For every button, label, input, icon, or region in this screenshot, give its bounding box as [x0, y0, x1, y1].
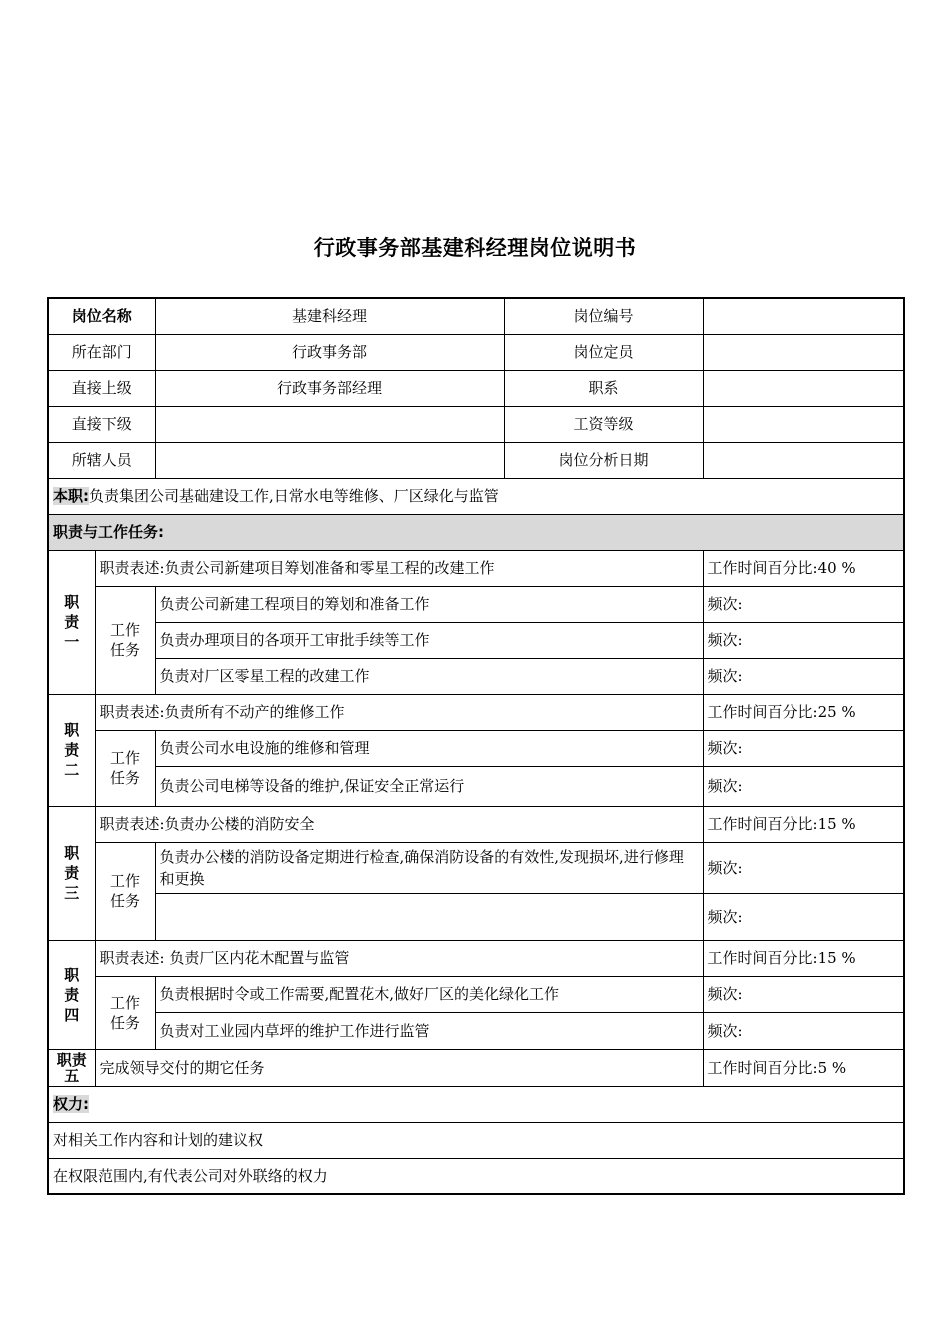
authority-header: 权力:	[53, 1095, 89, 1113]
duty-1-percent: 工作时间百分比:40 %	[703, 550, 904, 586]
label-position-code: 岗位编号	[504, 298, 703, 334]
duty-2-statement-row	[48, 694, 904, 730]
value-department: 行政事务部	[155, 334, 504, 370]
duty-2-task-1-row	[48, 730, 904, 766]
label-department: 所在部门	[48, 334, 155, 370]
value-subordinate	[155, 406, 504, 442]
duty-4-task-2-freq: 频次:	[703, 1012, 904, 1049]
duty-2-label: 职 责 二	[48, 694, 95, 806]
duty-1-task-3-row	[48, 658, 904, 694]
duty-5-row	[48, 1049, 904, 1086]
value-staff	[155, 442, 504, 478]
duty-4-task-label: 工作 任务	[95, 976, 155, 1049]
duty-4-task-1-row	[48, 976, 904, 1012]
authority-header-row	[48, 1086, 904, 1122]
duty-1-task-2-row	[48, 622, 904, 658]
authority-item-2-row	[48, 1158, 904, 1194]
value-job-family	[703, 370, 904, 406]
duty-3-task-1-row	[48, 842, 904, 893]
duty-1-task-label: 工作 任务	[95, 586, 155, 694]
duty-3-task-2	[155, 893, 703, 940]
duty-3-percent: 工作时间百分比:15 %	[703, 806, 904, 842]
duty-4-task-2-row	[48, 1012, 904, 1049]
label-analysis-date: 岗位分析日期	[504, 442, 703, 478]
authority-item-2: 在权限范围内,有代表公司对外联络的权力	[48, 1158, 904, 1194]
value-position-code	[703, 298, 904, 334]
value-salary-grade	[703, 406, 904, 442]
duty-5-percent: 工作时间百分比:5 %	[703, 1049, 904, 1086]
duty-4-percent: 工作时间百分比:15 %	[703, 940, 904, 976]
duty-2-task-2-freq: 频次:	[703, 766, 904, 806]
authority-item-1: 对相关工作内容和计划的建议权	[48, 1122, 904, 1158]
label-job-family: 职系	[504, 370, 703, 406]
duty-1-task-3-freq: 频次:	[703, 658, 904, 694]
duty-2-task-label: 工作 任务	[95, 730, 155, 806]
label-salary-grade: 工资等级	[504, 406, 703, 442]
duty-1-task-2: 负责办理项目的各项开工审批手续等工作	[155, 622, 703, 658]
duty-1-statement-row	[48, 550, 904, 586]
label-headcount: 岗位定员	[504, 334, 703, 370]
label-staff: 所辖人员	[48, 442, 155, 478]
duty-4-label: 职 责 四	[48, 940, 95, 1049]
duty-4-statement-row	[48, 940, 904, 976]
info-row-subordinate	[48, 406, 904, 442]
duties-header-row	[48, 514, 904, 550]
info-row-superior	[48, 370, 904, 406]
duty-4-task-1-freq: 频次:	[703, 976, 904, 1012]
duty-5-statement: 完成领导交付的期它任务	[95, 1049, 703, 1086]
duty-1-task-1-row	[48, 586, 904, 622]
duty-3-task-2-row	[48, 893, 904, 940]
duty-3-task-1: 负责办公楼的消防设备定期进行检查,确保消防设备的有效性,发现损坏,进行修理和更换	[155, 842, 703, 893]
job-description-table	[47, 297, 905, 1195]
duty-1-statement: 职责表述:负责公司新建项目筹划准备和零星工程的改建工作	[95, 550, 703, 586]
page-title: 行政事务部基建科经理岗位说明书	[313, 236, 637, 260]
duty-1-task-2-freq: 频次:	[703, 622, 904, 658]
info-row-name	[48, 298, 904, 334]
duty-4-task-1: 负责根据时令或工作需要,配置花木,做好厂区的美化绿化工作	[155, 976, 703, 1012]
duty-1-task-3: 负责对厂区零星工程的改建工作	[155, 658, 703, 694]
duty-3-task-2-freq: 频次:	[703, 893, 904, 940]
duty-3-task-1-freq: 频次:	[703, 842, 904, 893]
main-duty-label: 本职:	[53, 487, 89, 505]
label-position-name: 岗位名称	[48, 298, 155, 334]
duty-1-label: 职 责 一	[48, 550, 95, 694]
label-subordinate: 直接下级	[48, 406, 155, 442]
duty-3-statement: 职责表述:负责办公楼的消防安全	[95, 806, 703, 842]
authority-item-1-row	[48, 1122, 904, 1158]
main-duty-row	[48, 478, 904, 514]
info-row-department	[48, 334, 904, 370]
duties-header: 职责与工作任务:	[48, 514, 904, 550]
label-superior: 直接上级	[48, 370, 155, 406]
info-row-staff	[48, 442, 904, 478]
duty-1-task-1-freq: 频次:	[703, 586, 904, 622]
duty-4-statement: 职责表述: 负责厂区内花木配置与监管	[95, 940, 703, 976]
main-duty-text: 负责集团公司基础建设工作,日常水电等维修、厂区绿化与监管	[89, 487, 499, 505]
duty-2-task-2: 负责公司电梯等设备的维护,保证安全正常运行	[155, 766, 703, 806]
duty-2-task-2-row	[48, 766, 904, 806]
duty-2-task-1-freq: 频次:	[703, 730, 904, 766]
value-position-name: 基建科经理	[155, 298, 504, 334]
duty-4-task-2: 负责对工业园内草坪的维护工作进行监管	[155, 1012, 703, 1049]
value-analysis-date	[703, 442, 904, 478]
duty-3-label: 职 责 三	[48, 806, 95, 940]
duty-3-task-label: 工作 任务	[95, 842, 155, 940]
duty-2-percent: 工作时间百分比:25 %	[703, 694, 904, 730]
value-headcount	[703, 334, 904, 370]
duty-5-label: 职责 五	[48, 1049, 95, 1086]
duty-3-statement-row	[48, 806, 904, 842]
duty-1-task-1: 负责公司新建工程项目的筹划和准备工作	[155, 586, 703, 622]
duty-2-task-1: 负责公司水电设施的维修和管理	[155, 730, 703, 766]
duty-2-statement: 职责表述:负责所有不动产的维修工作	[95, 694, 703, 730]
value-superior: 行政事务部经理	[155, 370, 504, 406]
